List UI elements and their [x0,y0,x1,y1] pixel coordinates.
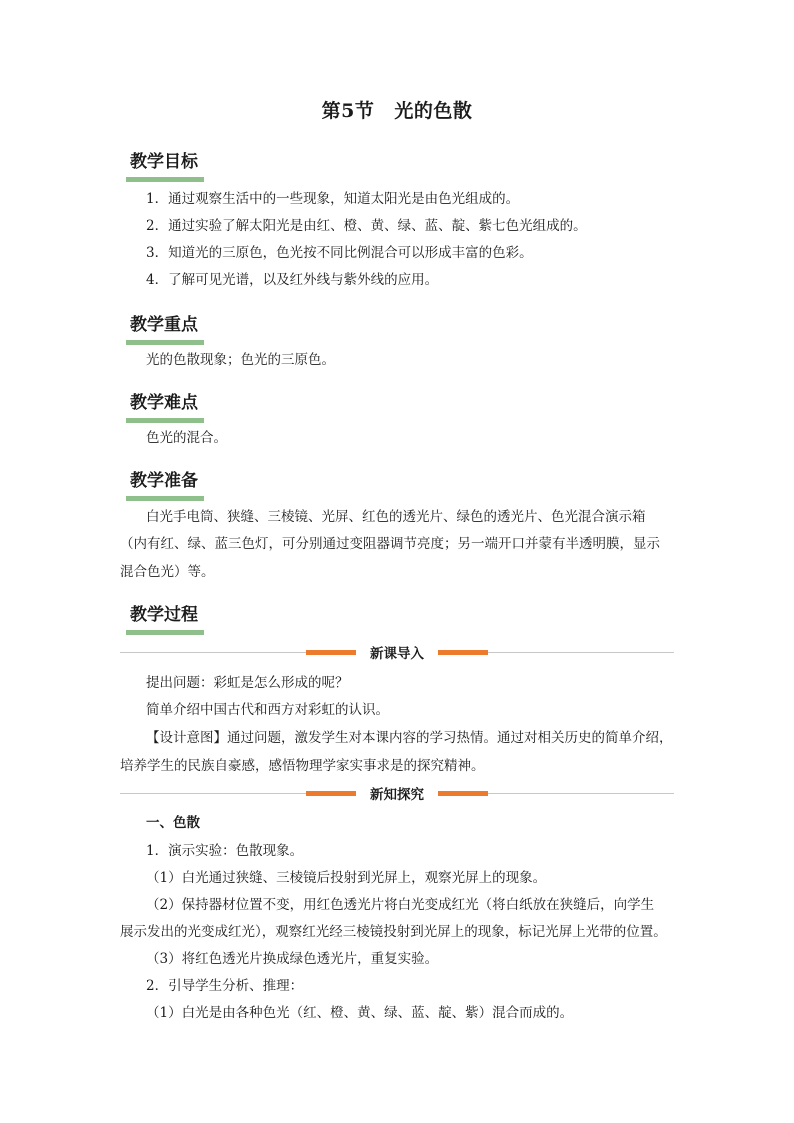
intro-line-3: 【设计意图】通过问题，激发学生对本课内容的学习热情。通过对相关历史的简单介绍， [146,730,673,746]
explore-line-5: （3）将红色透光片换成绿色透光片，重复实验。 [146,951,439,967]
explore-line-4: 展示发出的光变成红光），观察红光经三棱镜投射到光屏上的现象，标记光屏上光带的位置。 [120,924,667,940]
divider-label-explore: 新知探究 [356,783,438,803]
intro-line-4: 培养学生的民族自豪感，感悟物理学家实事求是的探究精神。 [120,758,485,774]
explore-subheading: 一、色散 [146,815,200,831]
divider-bar-left [306,650,356,655]
divider-label-intro: 新课导入 [356,642,438,662]
prep-line-2: （内有红、绿、蓝三色灯，可分别通过变阻器调节亮度；另一端开口并蒙有半透明膜，显示 [120,536,660,552]
heading-goals: 教学目标 [126,150,204,182]
difficult-text: 色光的混合。 [146,430,227,446]
goal-item-3: 3．知道光的三原色，色光按不同比例混合可以形成丰富的色彩。 [146,245,533,261]
heading-difficult: 教学难点 [126,391,204,423]
divider-bar-right [438,791,488,796]
divider-bar-left [306,791,356,796]
section-name: 光的色散 [394,100,473,122]
prep-line-3: 混合色光）等。 [120,564,215,580]
divider-bar-right [438,650,488,655]
intro-line-1: 提出问题：彩虹是怎么形成的呢？ [146,675,349,691]
explore-line-3: （2）保持器材位置不变，用红色透光片将白光变成红光（将白纸放在狭缝后，向学生 [146,897,655,913]
goal-item-2: 2．通过实验了解太阳光是由红、橙、黄、绿、蓝、靛、紫七色光组成的。 [146,218,587,234]
explore-line-1: 1．演示实验：色散现象。 [146,843,304,859]
section-number: 第5节 [321,100,375,122]
section-divider-explore [120,786,674,803]
key-text: 光的色散现象；色光的三原色。 [146,352,335,368]
goal-item-4: 4．了解可见光谱，以及红外线与紫外线的应用。 [146,272,439,288]
heading-process: 教学过程 [126,603,204,635]
section-divider-intro [120,645,674,662]
prep-line-1: 白光手电筒、狭缝、三棱镜、光屏、红色的透光片、绿色的透光片、色光混合演示箱 [146,509,646,525]
heading-key: 教学重点 [126,313,204,345]
explore-line-6: 2．引导学生分析、推理： [146,978,304,994]
intro-line-2: 简单介绍中国古代和西方对彩虹的认识。 [146,702,389,718]
explore-line-2: （1）白光通过狭缝、三棱镜后投射到光屏上，观察光屏上的现象。 [146,870,547,886]
explore-line-7: （1）白光是由各种色光（红、橙、黄、绿、蓝、靛、紫）混合而成的。 [146,1005,574,1021]
goal-item-1: 1．通过观察生活中的一些现象，知道太阳光是由色光组成的。 [146,191,520,207]
heading-prep: 教学准备 [126,469,204,501]
page-title [0,96,794,123]
